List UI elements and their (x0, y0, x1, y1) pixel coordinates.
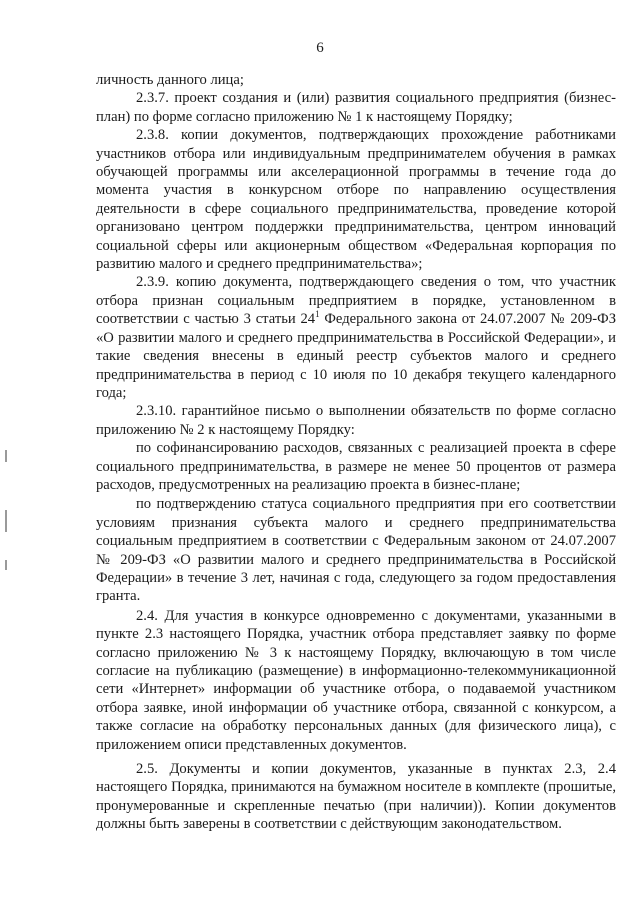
paragraph-cofinancing: по софинансированию расходов, связанных с реализацией проекта в сфере социального предпринимательства, в размере не менее 50 процентов от размера расходов, предусмотренных на реализацию проекта в бизнес-плане; (96, 440, 616, 493)
paragraph-2-3-9-text-start: 2.3.9. копию документа, подтверждающего сведения о том, что участник отбора признан социальным предприятием в порядке, установленном в соответствии с частью 3 статьи 24 (96, 274, 616, 328)
article-superscript: 1 (315, 309, 320, 320)
scan-margin-mark (5, 560, 7, 570)
scan-margin-mark (5, 450, 7, 462)
paragraph-2-3-10: 2.3.10. гарантийное письмо о выполнении обязательств по форме согласно приложению № 2 к настоящему Порядку: (96, 403, 616, 438)
paragraph-2-3-9 (96, 273, 616, 402)
paragraph-2-3-9-text-end: Федерального закона от 24.07.2007 № 209-ФЗ «О развитии малого и среднего предпринимательства в Российской Федерации», и такие сведения внесены в единый реестр субъектов малого и среднего предпринимательства в период с 10 июля по 10 декабря текущего календарного года; (96, 311, 616, 401)
paragraph-2-4: 2.4. Для участия в конкурсе одновременно с документами, указанными в пункте 2.3 настоящего Порядка, участник отбора представляет заявку по форме согласно приложению № 3 к настоящему Порядку, включающую в том числе согласие на публикацию (размещение) в информационно-телекоммуникационной сети «Интернет» информации об участнике отбора, о подаваемой участником отбора заявке, иной информации об участнике отбора, связанной с конкурсом, а также согласие на обработку персональных данных (для физического лица), с приложением описи представленных документов. (96, 607, 616, 753)
page-number: 6 (316, 40, 324, 56)
paragraph-2-3-8: 2.3.8. копии документов, подтверждающих прохождение работниками участников отбора или индивидуальным предпринимателем обучения в рамках обучающей программы или акселерационной программы в течение года до момента участия в конкурсном отборе по направлению осуществления деятельности в сфере социального предпринимательства, проведение которой организовано центром поддержки предпринимательства, центром инноваций социальной сферы или акционерным обществом «Федеральная корпорация по развитию малого и среднего предпринимательства»; (96, 127, 616, 273)
paragraph-2-3-7: 2.3.7. проект создания и (или) развития социального предприятия (бизнес-план) по форме согласно приложению № 1 к настоящему Порядку; (96, 90, 616, 125)
paragraph-status-confirmation: по подтверждению статуса социального предприятия при его соответствии условиям признания субъекта малого и среднего предпринимательства социальным предприятием в соответствии с Федеральным законом от 24.07.2007 № 209-ФЗ «О развитии малого и среднего предпринимательства в Российской Федерации» в течение 3 лет, начиная с года, следующего за годом предоставления гранта. (96, 496, 616, 605)
paragraph-continuation: личность данного лица; (96, 72, 244, 88)
paragraph-2-5: 2.5. Документы и копии документов, указанные в пунктах 2.3, 2.4 настоящего Порядка, принимаются на бумажном носителе в комплекте (прошитые, пронумерованные и скрепленные печатью (при наличии)). Копии документов должны быть заверены в соответствии с действующим законодательством. (96, 761, 616, 833)
document-body (96, 71, 616, 834)
scan-margin-mark (5, 510, 7, 532)
